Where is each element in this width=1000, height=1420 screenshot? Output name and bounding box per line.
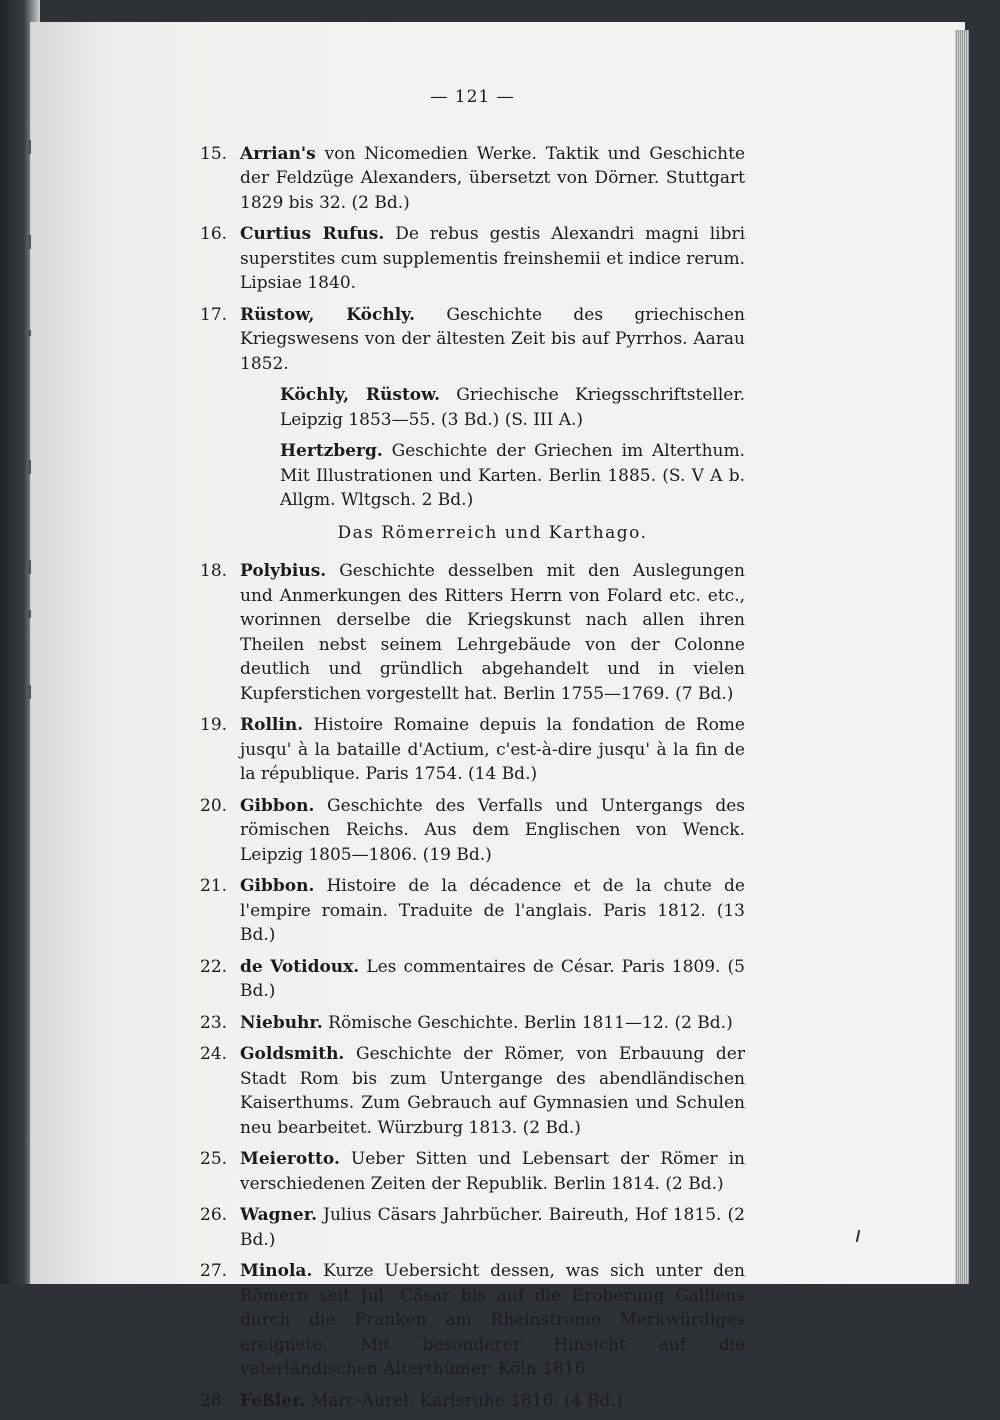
bibliography-entry (200, 1203, 745, 1252)
entry-number: 17. (200, 304, 228, 325)
page-content (200, 85, 745, 1420)
entry-number: 27. (200, 1261, 228, 1281)
entry-author: Rüstow, Köchly. (240, 304, 416, 325)
bibliography-entry (200, 559, 745, 706)
entry-author: Niebuhr. (240, 1012, 323, 1033)
entry-author: de Votidoux. (240, 956, 360, 977)
entry-number: 20. (200, 795, 228, 816)
entry-text: Römische Geschichte. Berlin 1811—12. (2 Bd.) (322, 1012, 733, 1033)
bibliography-entry (200, 1147, 745, 1196)
entry-number: 15. (200, 143, 228, 164)
entry-number: 23. (200, 1012, 228, 1033)
bibliography-subentry (200, 383, 745, 432)
entry-text: Histoire de la décadence et de la chute de l'empire romain. Traduite de l'anglais. Paris 1812. (13 Bd.) (240, 876, 745, 945)
entry-number: 26. (200, 1205, 228, 1225)
entry-author: Arrian's (240, 143, 316, 164)
entry-number: 22. (200, 956, 228, 977)
entry-text: Griechische Kriegsschriftsteller. Leipzig 1853—55. (3 Bd.) (S. III A.) (280, 385, 745, 430)
page-edge (955, 30, 969, 1284)
entry-author: Polybius. (240, 561, 327, 581)
bibliography-entry (200, 222, 745, 296)
entry-author: Wagner. (240, 1205, 318, 1225)
entry-author: Minola. (240, 1261, 313, 1281)
entry-text: Geschichte des griechischen Kriegswesens von der ältesten Zeit bis auf Pyrrhos. Aarau 1852. (240, 304, 745, 374)
entry-author: Köchly, Rüstow. (280, 385, 440, 405)
entry-text: Geschichte desselben mit den Auslegungen und Anmerkungen des Ritters Herrn von Folard etc. etc., worinnen derselbe die Kriegskunst nach allen ihren Theilen nebst seinem Lehrgebäude von der Colonne deutlich und gründlich abgehandelt und in vielen Kupferstichen vorgestellt hat. Berlin 1755—1769. (7 Bd.) (240, 561, 745, 704)
bibliography-entry (200, 1011, 745, 1036)
entry-author: Hertzberg. (280, 441, 383, 461)
entry-author: Gibbon. (240, 795, 315, 816)
entry-number: 19. (200, 715, 228, 735)
entry-number: 28. (200, 1390, 228, 1411)
entry-number: 18. (200, 561, 228, 581)
entry-text: Julius Cäsars Jahrbücher. Baireuth, Hof 1815. (2 Bd.) (240, 1205, 745, 1250)
margin-marks (28, 140, 42, 700)
entry-text: Histoire Romaine depuis la fondation de Rome jusqu' à la bataille d'Actium, c'est-à-dire jusqu' à la fin de la république. Paris 1754. (14 Bd.) (240, 715, 745, 784)
entry-author: Rollin. (240, 715, 304, 735)
entry-number: 16. (200, 224, 228, 244)
entry-text: Geschichte der Griechen im Alterthum. Mit Illustrationen und Karten. Berlin 1885. (S. V A b. Allgm. Wltgsch. 2 Bd.) (280, 441, 745, 510)
entry-text: Geschichte des Verfalls und Untergangs des römischen Reichs. Aus dem Englischen von Wenck. Leipzig 1805—1806. (19 Bd.) (240, 795, 745, 865)
entry-number: 25. (200, 1149, 228, 1169)
entry-text: De rebus gestis Alexandri magni libri superstites cum supplementis freinshemii et indice rerum. Lipsiae 1840. (240, 224, 746, 293)
entry-author: Goldsmith. (240, 1044, 345, 1064)
entry-number: 24. (200, 1044, 228, 1064)
entry-author: Feßler. (240, 1390, 306, 1411)
bibliography-entry (200, 794, 745, 868)
bibliography-entry (200, 1389, 745, 1414)
entry-author: Gibbon. (240, 876, 315, 896)
entry-text: Geschichte der Römer, von Erbauung der Stadt Rom bis zum Untergange des abendländischen Kaiserthums. Zum Gebrauch auf Gymnasien und Schulen neu bearbeitet. Würzburg 1813. (2 Bd.) (240, 1044, 745, 1138)
section-heading: Das Römerreich und Karthago. (337, 522, 648, 543)
bibliography-entry (200, 1042, 745, 1140)
bibliography-entry (200, 713, 745, 787)
bibliography-entry (200, 955, 745, 1004)
entry-author: Curtius Rufus. (240, 224, 385, 244)
bibliography-entry (200, 874, 745, 948)
entry-text: Kurze Uebersicht dessen, was sich unter den Römern seit Jul. Cäsar bis auf die Eroberung Galliens durch die Franken am Rheinstrome Merkwürdiges ereignete. Mit besonderer Hinsicht auf die vaterländischen Alterthümer. Köln 1816. (240, 1261, 745, 1379)
entry-number: 21. (200, 876, 228, 896)
entry-text: Marc-Aurel. Karlsruhe 1816. (4 Bd.) (305, 1390, 623, 1411)
entry-author: Meierotto. (240, 1149, 340, 1169)
bibliography-entry (200, 303, 745, 377)
bibliography-entry (200, 142, 745, 216)
bibliography-entry (200, 1259, 745, 1382)
entry-text: Les commentaires de César. Paris 1809. (5 Bd.) (240, 956, 745, 1001)
bibliography-subentry (200, 439, 745, 513)
entry-text: von Nicomedien Werke. Taktik und Geschichte der Feldzüge Alexanders, übersetzt von Dörner. Stuttgart 1829 bis 32. (2 Bd.) (240, 143, 745, 213)
entry-text: Ueber Sitten und Lebensart der Römer in verschiedenen Zeiten der Republik. Berlin 1814. (2 Bd.) (240, 1149, 745, 1194)
page-number: — 121 — (430, 87, 515, 107)
